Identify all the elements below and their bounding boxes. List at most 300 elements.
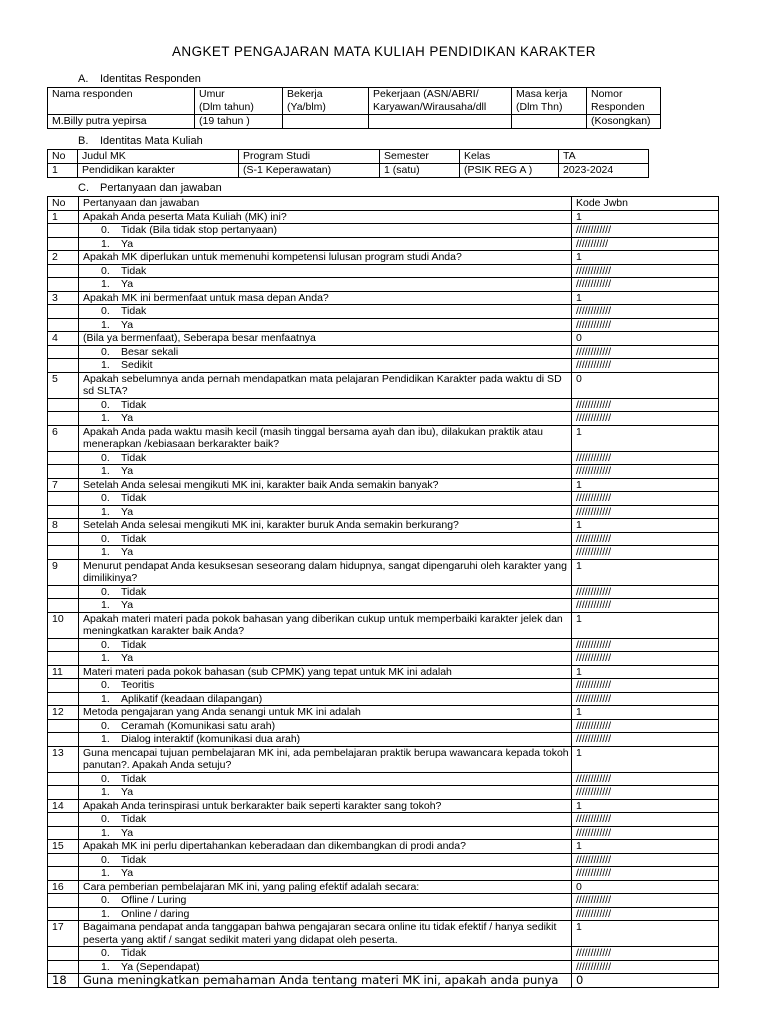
option-label: Ya <box>121 412 134 424</box>
question-number: 17 <box>48 921 79 947</box>
header-cell: Semester <box>380 150 460 164</box>
option-number: 0. <box>101 679 110 691</box>
header-cell: Nomor Responden <box>587 88 661 115</box>
option-cell <box>79 505 572 519</box>
option-row <box>48 492 719 506</box>
question-number: 15 <box>48 840 79 854</box>
option-code-mark: //////////// <box>572 853 719 867</box>
option-blank <box>48 599 79 613</box>
answer-code: 1 <box>572 799 719 813</box>
option-code-mark: //////////// <box>572 318 719 332</box>
option-cell <box>79 305 572 319</box>
option-label: Tidak <box>121 638 147 651</box>
option-code-mark: //////////// <box>572 719 719 733</box>
option-row <box>48 719 719 733</box>
option-label: Sedikit <box>121 359 153 371</box>
option-blank <box>48 638 79 652</box>
option-label: Besar sekali <box>121 345 179 358</box>
course-title: Pendidikan karakter <box>78 164 239 178</box>
option-row <box>48 679 719 693</box>
question-row <box>48 706 719 720</box>
option-row <box>48 867 719 881</box>
option-blank <box>48 532 79 546</box>
option-blank <box>48 772 79 786</box>
option-number: 1. <box>101 692 110 705</box>
question-text: Apakah Anda peserta Mata Kuliah (MK) ini? <box>79 210 572 224</box>
option-code-mark: //////////// <box>572 505 719 519</box>
question-text: Guna mencapai tujuan pembelajaran MK ini, ada pembelajaran praktik berupa wawancara kepada tokoh panutan?. Apakah Anda setuju? <box>79 746 572 772</box>
option-row <box>48 599 719 613</box>
question-row <box>48 974 719 988</box>
option-code-mark: //////////// <box>572 652 719 666</box>
question-text: Metoda pengajaran yang Anda senangi untuk MK ini adalah <box>79 706 572 720</box>
option-blank <box>48 894 79 908</box>
option-number: 0. <box>101 264 110 277</box>
option-cell <box>79 359 572 373</box>
header-cell: Pertanyaan dan jawaban <box>79 197 572 211</box>
option-number: 1. <box>101 546 110 558</box>
option-label: Aplikatif (keadaan dilapangan) <box>121 692 263 705</box>
respondent-tenure <box>512 115 587 129</box>
respondent-age: (19 tahun ) <box>195 115 283 129</box>
option-number: 0. <box>101 345 110 358</box>
option-blank <box>48 853 79 867</box>
option-number: 1. <box>101 359 110 371</box>
option-row <box>48 692 719 706</box>
question-number: 16 <box>48 880 79 894</box>
answer-code: 1 <box>572 210 719 224</box>
option-label: Tidak <box>121 532 147 545</box>
option-code-mark: //////////// <box>572 826 719 840</box>
question-row <box>48 840 719 854</box>
option-row <box>48 585 719 599</box>
option-blank <box>48 345 79 359</box>
option-blank <box>48 826 79 840</box>
section-a-heading: A. Identitas Responden <box>78 73 201 85</box>
document-title: ANGKET PENGAJARAN MATA KULIAH PENDIDIKAN KARAKTER <box>172 44 596 59</box>
header-cell: Bekerja (Ya/blm) <box>283 88 369 115</box>
question-text: Apakah Anda pada waktu masih kecil (masih tinggal bersama ayah dan ibu), dilakukan praktik atau menerapkan /kebiasaan berkarakter baik? <box>79 425 572 451</box>
question-row <box>48 251 719 265</box>
option-row <box>48 772 719 786</box>
option-cell <box>79 733 572 747</box>
header-cell: Masa kerja (Dlm Thn) <box>512 88 587 115</box>
option-code-mark: //////////// <box>572 398 719 412</box>
option-blank <box>48 585 79 599</box>
option-cell <box>79 853 572 867</box>
option-cell <box>79 546 572 560</box>
option-row <box>48 412 719 426</box>
option-label: Ya (Sependapat) <box>121 960 200 973</box>
option-blank <box>48 278 79 292</box>
option-number: 1. <box>101 907 110 920</box>
course-header-row <box>48 150 649 164</box>
question-row <box>48 921 719 947</box>
option-code-mark: //////////// <box>572 305 719 319</box>
option-cell <box>79 465 572 479</box>
answer-code: 1 <box>572 665 719 679</box>
option-label: Ya <box>121 237 134 250</box>
question-row <box>48 372 719 398</box>
option-label: Ya <box>121 278 134 290</box>
header-cell: Pekerjaan (ASN/ABRI/ Karyawan/Wirausaha/dll <box>369 88 512 115</box>
answer-code: 1 <box>572 291 719 305</box>
option-blank <box>48 947 79 961</box>
option-number: 0. <box>101 398 110 411</box>
option-row <box>48 907 719 921</box>
answer-code: 1 <box>572 478 719 492</box>
option-blank <box>48 318 79 332</box>
question-number: 5 <box>48 372 79 398</box>
header-cell: Kode Jwbn <box>572 197 719 211</box>
question-row <box>48 665 719 679</box>
option-blank <box>48 359 79 373</box>
option-label: Ceramah (Komunikasi satu arah) <box>121 719 276 732</box>
option-label: Ya <box>121 599 134 611</box>
questionnaire-header-row <box>48 197 719 211</box>
header-cell: Judul MK <box>78 150 239 164</box>
option-cell <box>79 492 572 506</box>
option-number: 0. <box>101 813 110 825</box>
question-text: Apakah materi materi pada pokok bahasan yang diberikan cukup untuk memperbaiki karakter jelek dan meningkatkan karakter baik Anda? <box>79 612 572 638</box>
option-code-mark: //////////// <box>572 733 719 747</box>
option-row <box>48 398 719 412</box>
question-row <box>48 799 719 813</box>
question-text: Menurut pendapat Anda kesuksesan seseorang dalam hidupnya, sangat dipengaruhi oleh karakter yang dimilikinya? <box>79 559 572 585</box>
course-semester: 1 (satu) <box>380 164 460 178</box>
option-cell <box>79 772 572 786</box>
question-number: 11 <box>48 665 79 679</box>
option-cell <box>79 318 572 332</box>
question-number: 9 <box>48 559 79 585</box>
option-number: 1. <box>101 505 110 518</box>
section-c-heading: C. Pertanyaan dan jawaban <box>78 182 222 194</box>
option-row <box>48 826 719 840</box>
option-label: Ya <box>121 652 134 664</box>
question-row <box>48 291 719 305</box>
option-number: 1. <box>101 237 110 250</box>
question-text: Cara pemberian pembelajaran MK ini, yang paling efektif adalah secara: <box>79 880 572 894</box>
option-blank <box>48 492 79 506</box>
answer-code: 0 <box>572 372 719 398</box>
option-row <box>48 345 719 359</box>
option-blank <box>48 264 79 278</box>
question-row <box>48 210 719 224</box>
option-label: Ya <box>121 786 134 798</box>
header-cell: No <box>48 197 79 211</box>
option-cell <box>79 237 572 251</box>
option-code-mark: //////////// <box>572 546 719 560</box>
answer-code: 1 <box>572 612 719 638</box>
option-row <box>48 638 719 652</box>
option-cell <box>79 398 572 412</box>
answer-code: 1 <box>572 559 719 585</box>
answer-code: 0 <box>572 880 719 894</box>
question-text: Setelah Anda selesai mengikuti MK ini, karakter buruk Anda semakin berkurang? <box>79 519 572 533</box>
question-number: 6 <box>48 425 79 451</box>
question-row <box>48 612 719 638</box>
option-number: 0. <box>101 451 110 464</box>
header-cell: Program Studi <box>239 150 380 164</box>
question-text: Apakah sebelumnya anda pernah mendapatkan mata pelajaran Pendidikan Karakter pada waktu di SD sd SLTA? <box>79 372 572 398</box>
course-value-row <box>48 164 649 178</box>
option-number: 0. <box>101 947 110 959</box>
option-number: 0. <box>101 492 110 504</box>
option-row <box>48 465 719 479</box>
option-label: Ya <box>121 505 134 518</box>
question-row <box>48 332 719 346</box>
option-number: 1. <box>101 826 110 839</box>
option-cell <box>79 813 572 827</box>
option-number: 1. <box>101 465 110 477</box>
option-blank <box>48 679 79 693</box>
option-cell <box>79 638 572 652</box>
option-code-mark: //////////// <box>572 585 719 599</box>
option-row <box>48 451 719 465</box>
option-label: Ofline / Luring <box>121 894 187 906</box>
option-number: 0. <box>101 719 110 732</box>
answer-code: 1 <box>572 706 719 720</box>
option-cell <box>79 947 572 961</box>
option-code-mark: //////////// <box>572 264 719 278</box>
option-number: 1. <box>101 318 110 331</box>
option-cell <box>79 894 572 908</box>
option-cell <box>79 278 572 292</box>
option-number: 0. <box>101 224 110 236</box>
option-code-mark: //////////// <box>572 465 719 479</box>
option-code-mark: //////////// <box>572 345 719 359</box>
option-row <box>48 264 719 278</box>
question-text: Setelah Anda selesai mengikuti MK ini, karakter baik Anda semakin banyak? <box>79 478 572 492</box>
answer-code: 1 <box>572 425 719 451</box>
question-row <box>48 559 719 585</box>
option-label: Teoritis <box>121 679 155 691</box>
option-cell <box>79 692 572 706</box>
course-identity-table <box>47 149 649 178</box>
question-text: Bagaimana pendapat anda tanggapan bahwa pengajaran secara online itu tidak efektif / hanya sedikit peserta yang aktif / sangat sedikit materi yang didapat oleh peserta. <box>79 921 572 947</box>
option-number: 0. <box>101 772 110 785</box>
question-row <box>48 425 719 451</box>
course-class: (PSIK REG A ) <box>460 164 559 178</box>
option-row <box>48 546 719 560</box>
option-blank <box>48 451 79 465</box>
question-row <box>48 746 719 772</box>
option-code-mark: //////////// <box>572 947 719 961</box>
header-cell: Umur (Dlm tahun) <box>195 88 283 115</box>
option-number: 1. <box>101 786 110 798</box>
option-code-mark: //////////// <box>572 813 719 827</box>
option-number: 1. <box>101 278 110 290</box>
question-text: Apakah Anda terinspirasi untuk berkarakter baik seperti karakter sang tokoh? <box>79 799 572 813</box>
option-number: 0. <box>101 585 110 598</box>
question-row <box>48 478 719 492</box>
option-blank <box>48 465 79 479</box>
question-number: 2 <box>48 251 79 265</box>
option-cell <box>79 451 572 465</box>
question-text: Apakah MK ini perlu dipertahankan keberadaan dan dikembangkan di prodi anda? <box>79 840 572 854</box>
option-label: Online / daring <box>121 907 190 920</box>
option-label: Tidak (Bila tidak stop pertanyaan) <box>121 224 278 236</box>
question-number: 14 <box>48 799 79 813</box>
option-row <box>48 786 719 800</box>
respondent-occupation <box>369 115 512 129</box>
respondent-number: (Kosongkan) <box>587 115 661 129</box>
respondent-value-row <box>48 115 661 129</box>
option-cell <box>79 599 572 613</box>
option-row <box>48 318 719 332</box>
option-cell <box>79 345 572 359</box>
answer-code: 1 <box>572 251 719 265</box>
option-number: 1. <box>101 733 110 745</box>
option-blank <box>48 237 79 251</box>
option-cell <box>79 585 572 599</box>
option-cell <box>79 867 572 881</box>
option-blank <box>48 813 79 827</box>
option-number: 1. <box>101 599 110 611</box>
option-code-mark: //////////// <box>572 532 719 546</box>
option-row <box>48 733 719 747</box>
option-code-mark: //////////// <box>572 278 719 292</box>
question-number: 8 <box>48 519 79 533</box>
option-label: Tidak <box>121 585 147 598</box>
answer-code: 1 <box>572 921 719 947</box>
option-code-mark: //////////// <box>572 451 719 465</box>
option-label: Tidak <box>121 264 147 277</box>
question-number: 4 <box>48 332 79 346</box>
respondent-identity-table <box>47 87 661 129</box>
option-label: Ya <box>121 465 134 477</box>
option-blank <box>48 733 79 747</box>
option-code-mark: //////////// <box>572 692 719 706</box>
question-number: 12 <box>48 706 79 720</box>
option-blank <box>48 305 79 319</box>
option-blank <box>48 412 79 426</box>
option-cell <box>79 907 572 921</box>
answer-code: 0 <box>572 974 719 988</box>
option-code-mark: //////////// <box>572 907 719 921</box>
option-number: 0. <box>101 894 110 906</box>
option-cell <box>79 224 572 238</box>
option-cell <box>79 412 572 426</box>
answer-code: 0 <box>572 332 719 346</box>
option-row <box>48 853 719 867</box>
answer-code: 1 <box>572 840 719 854</box>
option-number: 1. <box>101 412 110 424</box>
question-row <box>48 880 719 894</box>
option-row <box>48 224 719 238</box>
option-blank <box>48 505 79 519</box>
option-blank <box>48 719 79 733</box>
option-code-mark: //////////// <box>572 894 719 908</box>
option-label: Dialog interaktif (komunikasi dua arah) <box>121 733 301 745</box>
question-number: 3 <box>48 291 79 305</box>
option-number: 0. <box>101 638 110 651</box>
option-label: Ya <box>121 826 134 839</box>
respondent-header-row <box>48 88 661 115</box>
option-code-mark: //////////// <box>572 492 719 506</box>
option-cell <box>79 532 572 546</box>
question-row <box>48 519 719 533</box>
header-cell: TA <box>559 150 649 164</box>
option-number: 0. <box>101 853 110 866</box>
header-cell: Kelas <box>460 150 559 164</box>
option-blank <box>48 786 79 800</box>
question-text: Apakah MK diperlukan untuk memenuhi kompetensi lulusan program studi Anda? <box>79 251 572 265</box>
option-code-mark: //////////// <box>572 960 719 974</box>
section-b-heading: B. Identitas Mata Kuliah <box>78 135 203 147</box>
option-cell <box>79 652 572 666</box>
option-code-mark: //////////// <box>572 359 719 373</box>
questionnaire-table <box>47 196 719 988</box>
answer-code: 1 <box>572 519 719 533</box>
option-label: Ya <box>121 867 134 879</box>
option-row <box>48 505 719 519</box>
option-blank <box>48 867 79 881</box>
option-row <box>48 237 719 251</box>
course-program: (S-1 Keperawatan) <box>239 164 380 178</box>
option-blank <box>48 692 79 706</box>
option-label: Tidak <box>121 492 147 504</box>
header-cell: No <box>48 150 78 164</box>
question-number: 18 <box>48 974 79 988</box>
option-code-mark: /////////// <box>572 237 719 251</box>
option-code-mark: //////////// <box>572 412 719 426</box>
option-code-mark: //////////// <box>572 679 719 693</box>
option-label: Tidak <box>121 305 147 317</box>
option-label: Tidak <box>121 451 147 464</box>
question-text: (Bila ya bermenfaat), Seberapa besar menfaatnya <box>79 332 572 346</box>
option-row <box>48 305 719 319</box>
option-blank <box>48 398 79 412</box>
question-text: Guna meningkatkan pemahaman Anda tentang materi MK ini, apakah anda punya <box>79 974 572 988</box>
option-cell <box>79 826 572 840</box>
option-row <box>48 813 719 827</box>
option-row <box>48 278 719 292</box>
option-label: Ya <box>121 318 134 331</box>
option-blank <box>48 652 79 666</box>
question-text: Apakah MK ini bermenfaat untuk masa depan Anda? <box>79 291 572 305</box>
option-row <box>48 359 719 373</box>
respondent-working <box>283 115 369 129</box>
option-blank <box>48 546 79 560</box>
option-cell <box>79 786 572 800</box>
option-code-mark: //////////// <box>572 786 719 800</box>
option-row <box>48 652 719 666</box>
option-label: Ya <box>121 546 134 558</box>
option-number: 0. <box>101 305 110 317</box>
course-year: 2023-2024 <box>559 164 649 178</box>
option-code-mark: //////////// <box>572 772 719 786</box>
option-blank <box>48 907 79 921</box>
option-number: 1. <box>101 960 110 973</box>
question-number: 1 <box>48 210 79 224</box>
option-row <box>48 894 719 908</box>
option-blank <box>48 960 79 974</box>
option-number: 1. <box>101 867 110 879</box>
option-row <box>48 947 719 961</box>
question-text: Materi materi pada pokok bahasan (sub CPMK) yang tepat untuk MK ini adalah <box>79 665 572 679</box>
question-number: 10 <box>48 612 79 638</box>
option-code-mark: //////////// <box>572 599 719 613</box>
respondent-name: M.Billy putra yepirsa <box>48 115 195 129</box>
option-label: Tidak <box>121 398 147 411</box>
option-cell <box>79 679 572 693</box>
answer-code: 1 <box>572 746 719 772</box>
option-row <box>48 532 719 546</box>
question-number: 7 <box>48 478 79 492</box>
option-label: Tidak <box>121 947 147 959</box>
option-cell <box>79 719 572 733</box>
